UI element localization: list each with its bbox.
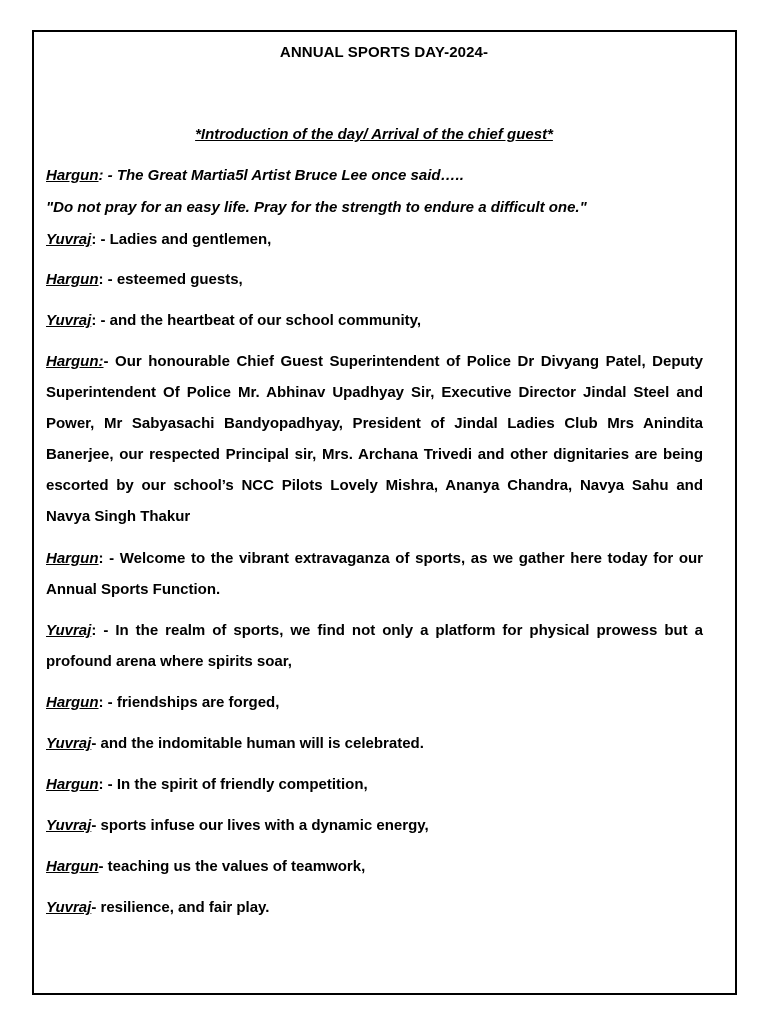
- speaker-name: Hargun: [46, 271, 99, 288]
- script-line: [46, 346, 703, 532]
- document-title: ANNUAL SPORTS DAY-2024-: [279, 44, 489, 61]
- speaker-name: Yuvraj: [46, 231, 92, 248]
- script-line: [46, 160, 703, 191]
- script-line: [46, 728, 703, 759]
- script-line: [46, 192, 703, 223]
- line-text: sports infuse our lives with a dynamic energy,: [100, 817, 429, 834]
- speaker-separator: : -: [98, 167, 117, 184]
- speaker-separator: : -: [91, 622, 116, 639]
- speaker-name: Hargun: [46, 776, 99, 793]
- line-text: In the spirit of friendly competition,: [116, 776, 368, 793]
- speaker-name: Yuvraj: [46, 899, 92, 916]
- line-text: Welcome to the vibrant extravaganza of sports, as we gather here today for our Annual Sports Function.: [46, 550, 704, 598]
- speaker-name: Yuvraj: [46, 312, 92, 329]
- speaker-separator: : -: [91, 231, 110, 248]
- speaker-separator: : -: [98, 550, 120, 567]
- speaker-separator: -: [91, 817, 101, 834]
- speaker-separator: -: [98, 858, 108, 875]
- speaker-separator: : -: [98, 271, 117, 288]
- section-subtitle: *Introduction of the day/ Arrival of the chief guest*: [195, 126, 553, 143]
- speaker-name: Hargun: [46, 167, 99, 184]
- script-line: [46, 264, 703, 295]
- quote-text: "Do not pray for an easy life. Pray for the strength to endure a difficult one.": [46, 199, 587, 216]
- script-line: [46, 810, 703, 841]
- line-text: and the heartbeat of our school community,: [109, 312, 422, 329]
- speaker-name: Yuvraj: [46, 735, 92, 752]
- script-line: [46, 543, 703, 605]
- line-text: Ladies and gentlemen,: [109, 231, 272, 248]
- speaker-separator: : -: [98, 776, 117, 793]
- speaker-separator: -: [91, 735, 101, 752]
- speaker-name: Hargun: [46, 858, 99, 875]
- line-text: Our honourable Chief Guest Superintendent of Police Dr Divyang Patel, Deputy Superintendent Of Police Mr. Abhinav Upadhyay Sir, Executive Director Jindal Steel and Power, Mr Sabyasachi Bandyopadhyay, President of Jindal Ladies Club Mrs Anindita Banerjee, our respected Principal sir, Mrs. Archana Trivedi and other dignitaries are being escorted by our school’s NCC Pilots Lovely Mishra, Ananya Chandra, Navya Sahu and Navya Singh Thakur: [46, 353, 703, 525]
- line-text: friendships are forged,: [116, 694, 280, 711]
- script-line: [46, 851, 703, 882]
- script-line: [46, 224, 703, 255]
- line-text: In the realm of sports, we find not only a platform for physical prowess but a profound arena where spirits soar,: [46, 622, 704, 670]
- speaker-separator: -: [103, 353, 116, 370]
- speaker-name: Hargun: [46, 550, 99, 567]
- script-line: [46, 687, 703, 718]
- line-text: resilience, and fair play.: [100, 899, 270, 916]
- speaker-separator: : -: [98, 694, 117, 711]
- speaker-name: Yuvraj: [46, 817, 92, 834]
- script-line: [46, 615, 703, 677]
- speaker-separator: -: [91, 899, 101, 916]
- line-text: teaching us the values of teamwork,: [107, 858, 366, 875]
- speaker-name: Hargun: [46, 694, 99, 711]
- script-line: [46, 305, 703, 336]
- line-text: and the indomitable human will is celebrated.: [100, 735, 424, 752]
- script-line: [46, 892, 703, 923]
- script-line: [46, 769, 703, 800]
- speaker-name: Hargun:: [46, 353, 104, 370]
- speaker-name: Yuvraj: [46, 622, 92, 639]
- speaker-separator: : -: [91, 312, 110, 329]
- line-text: esteemed guests,: [116, 271, 243, 288]
- line-text: The Great Martia5l Artist Bruce Lee once said…..: [116, 167, 464, 184]
